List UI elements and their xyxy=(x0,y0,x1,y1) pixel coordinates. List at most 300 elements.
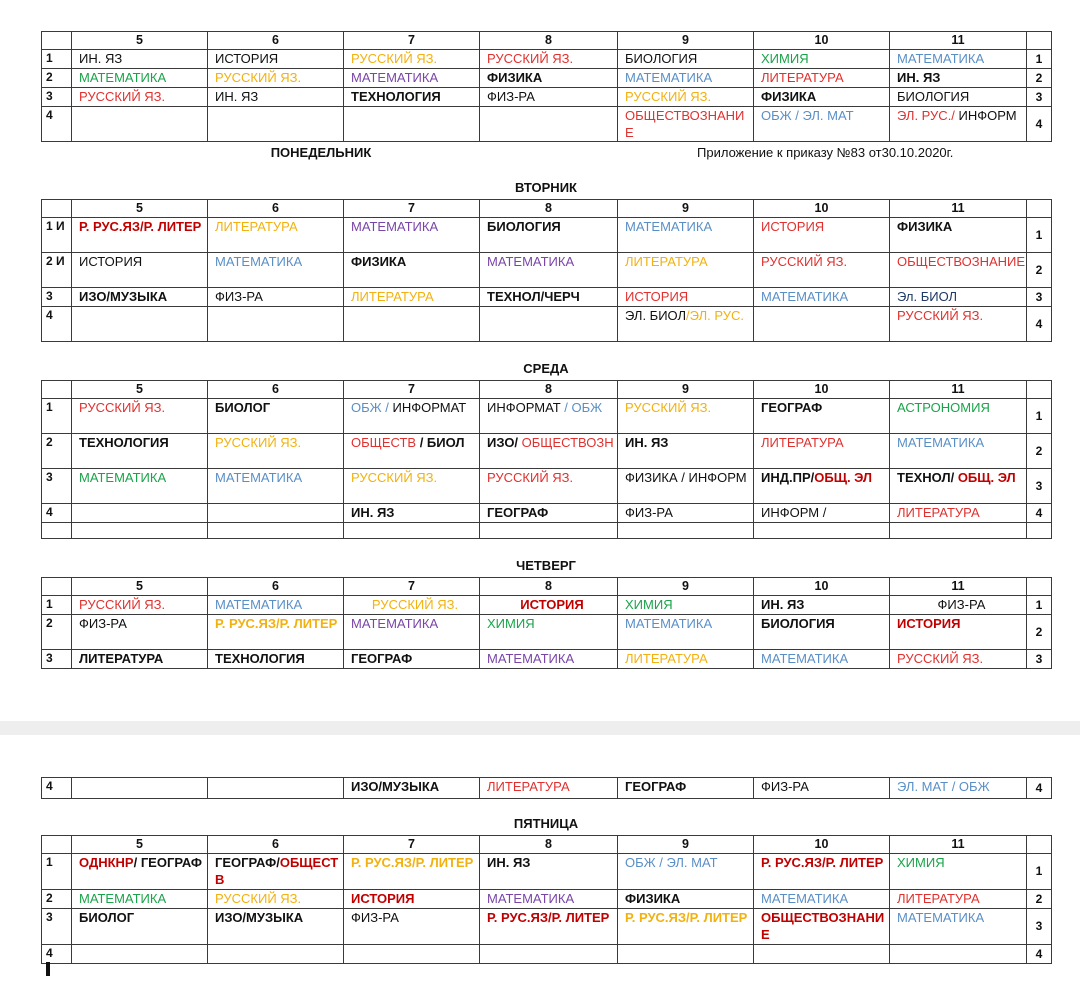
lesson-cell xyxy=(618,88,754,107)
subject-text: БИОЛОГ xyxy=(79,910,135,925)
class-header-row xyxy=(42,578,1052,596)
lesson-number: 2 xyxy=(42,890,72,909)
lesson-number: 3 xyxy=(42,288,72,307)
class-header: 11 xyxy=(890,381,1027,399)
subject-text: ИСТОРИЯ xyxy=(215,51,279,66)
class-header: 8 xyxy=(480,578,618,596)
subject-text: ФИЗИКА xyxy=(761,89,817,104)
subject-text: ИСТОРИЯ xyxy=(625,289,689,304)
lesson-number-right: 1 xyxy=(1027,854,1052,890)
class-header: 7 xyxy=(344,200,480,218)
subject-text: ОБЩ. ЭЛ xyxy=(814,470,873,485)
subject-text: ОБЩЕСТВ xyxy=(215,855,339,887)
class-header: 11 xyxy=(890,200,1027,218)
lesson-number-right: 3 xyxy=(1027,650,1052,669)
class-header: 8 xyxy=(480,32,618,50)
lesson-number-right: 4 xyxy=(1027,504,1052,523)
subject-text: / БИОЛ xyxy=(419,435,465,450)
subject-text: РУССКИЙ ЯЗ. xyxy=(625,89,712,104)
subject-text: ФИЗ-РА xyxy=(351,910,399,925)
day-title-monday: ПОНЕДЕЛЬНИК xyxy=(270,145,372,160)
lesson-number-right: 2 xyxy=(1027,253,1052,288)
lesson-row xyxy=(42,596,1052,615)
lesson-row xyxy=(42,615,1052,650)
class-header: 10 xyxy=(754,32,890,50)
class-header: 10 xyxy=(754,578,890,596)
subject-text: ИНД.ПР/ xyxy=(761,470,815,485)
subject-text: ЛИТЕРАТУРА xyxy=(487,779,570,794)
lesson-cell xyxy=(72,504,208,523)
lesson-cell xyxy=(618,69,754,88)
lesson-number: 4 xyxy=(42,307,72,342)
lesson-cell xyxy=(480,909,618,945)
lesson-cell xyxy=(480,107,618,142)
header-blank xyxy=(1027,381,1052,399)
subject-text: ИСТОРИЯ xyxy=(897,616,961,631)
lesson-number: 3 xyxy=(42,88,72,107)
lesson-number-right: 2 xyxy=(1027,434,1052,469)
lesson-cell xyxy=(72,288,208,307)
subject-text: МАТЕМАТИКА xyxy=(487,651,575,666)
lesson-cell xyxy=(480,253,618,288)
subject-text: ФИЗ-РА xyxy=(937,597,986,612)
lesson-cell xyxy=(480,650,618,669)
lesson-cell xyxy=(754,909,890,945)
subject-text: БИОЛОГИЯ xyxy=(487,219,561,234)
class-header: 9 xyxy=(618,578,754,596)
subject-text: МАТЕМАТИКА xyxy=(79,470,167,485)
subject-text: Эл. БИОЛ xyxy=(897,289,958,304)
lesson-cell xyxy=(890,434,1027,469)
lesson-cell xyxy=(890,107,1027,142)
subject-text: ЛИТЕРАТУРА xyxy=(897,505,980,520)
lesson-cell xyxy=(208,778,344,799)
subject-text: / ГЕОГРАФ xyxy=(133,855,203,870)
lesson-row xyxy=(42,88,1052,107)
lesson-row xyxy=(42,399,1052,434)
lesson-cell xyxy=(890,854,1027,890)
lesson-cell xyxy=(208,650,344,669)
lesson-cell xyxy=(208,945,344,964)
header-blank xyxy=(42,578,72,596)
class-header: 6 xyxy=(208,578,344,596)
monday-table xyxy=(41,31,1051,142)
subject-text: ИЗО/МУЗЫКА xyxy=(215,910,304,925)
subject-text: ИЗО/МУЗЫКА xyxy=(79,289,168,304)
lesson-cell xyxy=(890,253,1027,288)
subject-text: ТЕХНОЛОГИЯ xyxy=(351,89,441,104)
lesson-number-right: 3 xyxy=(1027,909,1052,945)
lesson-cell xyxy=(344,469,480,504)
lesson-cell xyxy=(618,307,754,342)
header-blank xyxy=(42,200,72,218)
subject-text: ИСТОРИЯ xyxy=(351,891,415,906)
subject-text: МАТЕМАТИКА xyxy=(487,891,575,906)
subject-text: ИНФОРМАТ xyxy=(487,400,565,415)
lesson-cell xyxy=(344,434,480,469)
class-header: 7 xyxy=(344,381,480,399)
class-header: 5 xyxy=(72,32,208,50)
day-title-thursday: ЧЕТВЕРГ xyxy=(516,558,576,573)
class-header: 9 xyxy=(618,836,754,854)
lesson-number-right: 4 xyxy=(1027,945,1052,964)
lesson-number: 2 И xyxy=(42,253,72,288)
lesson-row xyxy=(42,307,1052,342)
lesson-number: 1 xyxy=(42,854,72,890)
day-title-tuesday: ВТОРНИК xyxy=(515,180,577,195)
lesson-cell xyxy=(72,890,208,909)
lesson-cell xyxy=(618,434,754,469)
lesson-cell xyxy=(72,434,208,469)
class-header: 5 xyxy=(72,381,208,399)
lesson-number: 3 xyxy=(42,909,72,945)
lesson-cell xyxy=(754,253,890,288)
class-header: 6 xyxy=(208,381,344,399)
subject-text: БИОЛОГИЯ xyxy=(761,616,835,631)
subject-text: ИНФОРМ / xyxy=(761,505,827,520)
lesson-cell xyxy=(208,107,344,142)
subject-text: МАТЕМАТИКА xyxy=(897,435,985,450)
lesson-cell xyxy=(72,88,208,107)
subject-text: ОБЩЕСТВОЗН xyxy=(521,435,614,450)
subject-text: ЭЛ. РУС./ xyxy=(897,108,955,123)
lesson-cell xyxy=(72,253,208,288)
order-note: Приложение к приказу №83 от30.10.2020г. xyxy=(697,145,954,160)
subject-text: ФИЗИКА xyxy=(487,70,543,85)
lesson-cell xyxy=(618,890,754,909)
subject-text: ИН. ЯЗ xyxy=(897,70,941,85)
lesson-cell xyxy=(208,469,344,504)
lesson-cell xyxy=(208,69,344,88)
lesson-cell xyxy=(208,50,344,69)
lesson-cell xyxy=(344,909,480,945)
subject-text: БИОЛОГ xyxy=(215,400,271,415)
subject-text: РУССКИЙ ЯЗ. xyxy=(215,891,302,906)
lesson-row xyxy=(42,650,1052,669)
subject-text: ОБЖ / ЭЛ. МАТ xyxy=(761,108,854,123)
lesson-cell xyxy=(618,288,754,307)
subject-text: РУССКИЙ ЯЗ. xyxy=(897,308,984,323)
lesson-cell xyxy=(618,650,754,669)
subject-text: Р. РУС.ЯЗ/Р. ЛИТЕР xyxy=(351,855,474,870)
subject-text: ОБЩ. ЭЛ xyxy=(957,470,1016,485)
class-header-row xyxy=(42,381,1052,399)
lesson-cell xyxy=(344,890,480,909)
lesson-cell xyxy=(890,69,1027,88)
lesson-cell xyxy=(890,778,1027,799)
subject-text: ТЕХНОЛ/ xyxy=(897,470,958,485)
lesson-number: 1 xyxy=(42,596,72,615)
lesson-cell xyxy=(208,909,344,945)
lesson-cell xyxy=(480,88,618,107)
lesson-number: 2 xyxy=(42,69,72,88)
lesson-number-right: 2 xyxy=(1027,890,1052,909)
subject-text: ТЕХНОЛОГИЯ xyxy=(215,651,305,666)
lesson-cell xyxy=(344,218,480,253)
lesson-cell xyxy=(754,434,890,469)
lesson-row xyxy=(42,253,1052,288)
lesson-cell xyxy=(890,523,1027,539)
header-blank xyxy=(42,381,72,399)
subject-text: ГЕОГРАФ xyxy=(487,505,549,520)
subject-text: ФИЗ-РА xyxy=(79,616,127,631)
lesson-cell xyxy=(208,596,344,615)
subject-text: ИНФОРМ xyxy=(954,108,1017,123)
subject-text: ЛИТЕРАТУРА xyxy=(897,891,980,906)
lesson-number: 1 И xyxy=(42,218,72,253)
subject-text: Р. РУС.ЯЗ/Р. ЛИТЕР xyxy=(625,910,748,925)
subject-text: РУССКИЙ ЯЗ. xyxy=(79,400,166,415)
lesson-number-right: 1 xyxy=(1027,50,1052,69)
lesson-cell xyxy=(890,945,1027,964)
lesson-cell xyxy=(344,50,480,69)
lesson-number-right: 1 xyxy=(1027,218,1052,253)
subject-text: ОБЖ / ЭЛ. МАТ xyxy=(625,855,718,870)
header-blank xyxy=(1027,836,1052,854)
class-header: 11 xyxy=(890,578,1027,596)
lesson-number-right: 4 xyxy=(1027,107,1052,142)
subject-text: МАТЕМАТИКА xyxy=(625,70,713,85)
subject-text: ЛИТЕРАТУРА xyxy=(215,219,298,234)
lesson-cell xyxy=(890,504,1027,523)
subject-text: МАТЕМАТИКА xyxy=(79,891,167,906)
lesson-cell xyxy=(344,399,480,434)
lesson-cell xyxy=(72,69,208,88)
lesson-cell xyxy=(72,596,208,615)
subject-text: ГЕОГРАФ xyxy=(625,779,687,794)
lesson-cell xyxy=(480,469,618,504)
class-header: 6 xyxy=(208,32,344,50)
lesson-row xyxy=(42,504,1052,523)
subject-text: ХИМИЯ xyxy=(761,51,809,66)
class-header: 10 xyxy=(754,836,890,854)
lesson-cell xyxy=(72,778,208,799)
lesson-cell xyxy=(618,945,754,964)
subject-text: ТЕХНОЛ/ЧЕРЧ xyxy=(487,289,580,304)
subject-text: ИН. ЯЗ xyxy=(351,505,395,520)
schedule-table xyxy=(41,31,1052,142)
subject-text: МАТЕМАТИКА xyxy=(625,219,713,234)
lesson-cell xyxy=(618,218,754,253)
class-header-row xyxy=(42,200,1052,218)
wednesday-table xyxy=(41,380,1051,539)
subject-text: ХИМИЯ xyxy=(897,855,945,870)
class-header: 9 xyxy=(618,381,754,399)
lesson-row xyxy=(42,523,1052,539)
lesson-row xyxy=(42,854,1052,890)
class-header: 8 xyxy=(480,836,618,854)
subject-text: ОДНКНР xyxy=(79,855,134,870)
subject-text: РУССКИЙ ЯЗ. xyxy=(625,400,712,415)
lesson-cell xyxy=(754,88,890,107)
class-header: 10 xyxy=(754,381,890,399)
lesson-cell xyxy=(344,288,480,307)
lesson-cell xyxy=(618,523,754,539)
subject-text: РУССКИЙ ЯЗ. xyxy=(487,51,574,66)
lesson-row xyxy=(42,50,1052,69)
lesson-cell xyxy=(344,615,480,650)
lesson-row xyxy=(42,890,1052,909)
lesson-cell xyxy=(754,596,890,615)
lesson-cell xyxy=(618,469,754,504)
lesson-cell xyxy=(754,778,890,799)
lesson-row xyxy=(42,107,1052,142)
schedule-table xyxy=(41,199,1052,342)
subject-text: ГЕОГРАФ xyxy=(351,651,413,666)
page-break xyxy=(0,721,1080,735)
lesson-cell xyxy=(890,50,1027,69)
subject-text: МАТЕМАТИКА xyxy=(215,470,303,485)
lesson-cell xyxy=(754,504,890,523)
lesson-cell xyxy=(890,469,1027,504)
lesson-number-right: 2 xyxy=(1027,615,1052,650)
lesson-number: 1 xyxy=(42,399,72,434)
subject-text: РУССКИЙ ЯЗ. xyxy=(351,470,438,485)
lesson-cell xyxy=(890,909,1027,945)
day-title-wednesday: СРЕДА xyxy=(523,361,569,376)
lesson-number: 2 xyxy=(42,615,72,650)
thursday-continuation-table xyxy=(41,777,1051,799)
lesson-cell xyxy=(480,50,618,69)
lesson-row xyxy=(42,469,1052,504)
subject-text: ЛИТЕРАТУРА xyxy=(79,651,164,666)
lesson-cell xyxy=(618,909,754,945)
subject-text: РУССКИЙ ЯЗ. xyxy=(215,70,302,85)
lesson-cell xyxy=(208,88,344,107)
subject-text: ИНФОРМАТ xyxy=(392,400,467,415)
lesson-cell xyxy=(754,50,890,69)
lesson-cell xyxy=(890,890,1027,909)
subject-text: ХИМИЯ xyxy=(487,616,535,631)
lesson-row xyxy=(42,909,1052,945)
subject-text: ФИЗИКА xyxy=(351,254,407,269)
lesson-cell xyxy=(618,399,754,434)
lesson-cell xyxy=(208,854,344,890)
subject-text: ИСТОРИЯ xyxy=(520,597,584,612)
subject-text: РУССКИЙ ЯЗ. xyxy=(79,89,166,104)
subject-text: ХИМИЯ xyxy=(625,597,673,612)
schedule-table xyxy=(41,835,1052,964)
subject-text: ТЕХНОЛОГИЯ xyxy=(79,435,169,450)
lesson-number-right: 3 xyxy=(1027,469,1052,504)
subject-text: ИН. ЯЗ xyxy=(79,51,123,66)
class-header: 6 xyxy=(208,836,344,854)
lesson-cell xyxy=(72,50,208,69)
subject-text: МАТЕМАТИКА xyxy=(761,289,849,304)
lesson-number xyxy=(42,523,72,539)
lesson-cell xyxy=(480,523,618,539)
lesson-cell xyxy=(618,778,754,799)
lesson-cell xyxy=(890,650,1027,669)
lesson-cell xyxy=(72,399,208,434)
subject-text: МАТЕМАТИКА xyxy=(897,51,985,66)
class-header: 7 xyxy=(344,836,480,854)
class-header: 5 xyxy=(72,200,208,218)
subject-text: РУССКИЙ ЯЗ. xyxy=(79,597,166,612)
lesson-cell xyxy=(754,945,890,964)
lesson-cell xyxy=(208,890,344,909)
lesson-number: 1 xyxy=(42,50,72,69)
lesson-cell xyxy=(344,253,480,288)
lesson-cell xyxy=(480,615,618,650)
lesson-number: 3 xyxy=(42,469,72,504)
lesson-cell xyxy=(480,890,618,909)
lesson-cell xyxy=(480,596,618,615)
subject-text: ОБЩЕСТВОЗНАНИЕ xyxy=(625,108,745,140)
lesson-cell xyxy=(72,615,208,650)
lesson-row xyxy=(42,778,1052,799)
lesson-cell xyxy=(890,596,1027,615)
lesson-cell xyxy=(890,218,1027,253)
lesson-cell xyxy=(754,218,890,253)
lesson-cell xyxy=(344,523,480,539)
subject-text: ИСТОРИЯ xyxy=(79,254,143,269)
class-header: 5 xyxy=(72,578,208,596)
lesson-cell xyxy=(72,650,208,669)
subject-text: ГЕОГРАФ xyxy=(761,400,823,415)
lesson-cell xyxy=(344,650,480,669)
lesson-number: 4 xyxy=(42,778,72,799)
lesson-cell xyxy=(208,504,344,523)
subject-text: ЛИТЕРАТУРА xyxy=(351,289,434,304)
lesson-cell xyxy=(72,469,208,504)
header-blank xyxy=(42,32,72,50)
class-header: 9 xyxy=(618,200,754,218)
lesson-row xyxy=(42,288,1052,307)
subject-text: ИН. ЯЗ xyxy=(487,855,531,870)
subject-text: / ОБЖ xyxy=(564,400,603,415)
subject-text: ЭЛ. МАТ / ОБЖ xyxy=(897,779,990,794)
subject-text: АСТРОНОМИЯ xyxy=(897,400,990,415)
lesson-cell xyxy=(890,307,1027,342)
lesson-cell xyxy=(208,399,344,434)
lesson-cell xyxy=(618,854,754,890)
lesson-cell xyxy=(72,909,208,945)
lesson-cell xyxy=(754,288,890,307)
lesson-cell xyxy=(72,945,208,964)
lesson-cell xyxy=(618,50,754,69)
subject-text: ИЗО/ xyxy=(487,435,522,450)
subject-text: ЛИТЕРАТУРА xyxy=(761,435,844,450)
subject-text: ФИЗИКА / ИНФОРМ xyxy=(625,470,747,485)
thursday-table xyxy=(41,577,1051,669)
lesson-cell xyxy=(480,288,618,307)
lesson-cell xyxy=(618,107,754,142)
lesson-cell xyxy=(344,88,480,107)
lesson-cell xyxy=(754,523,890,539)
lesson-cell xyxy=(890,399,1027,434)
schedule-table xyxy=(41,777,1052,799)
lesson-cell xyxy=(208,307,344,342)
subject-text: ФИЗ-РА xyxy=(215,289,263,304)
lesson-cell xyxy=(208,434,344,469)
lesson-cell xyxy=(480,399,618,434)
lesson-cell xyxy=(754,69,890,88)
subject-text: БИОЛОГИЯ xyxy=(625,51,698,66)
lesson-cell xyxy=(344,107,480,142)
lesson-cell xyxy=(208,253,344,288)
lesson-cell xyxy=(72,523,208,539)
subject-text: РУССКИЙ ЯЗ. xyxy=(487,470,574,485)
subject-text: Р. РУС.ЯЗ/Р. ЛИТЕР xyxy=(79,219,202,234)
lesson-cell xyxy=(208,615,344,650)
day-title-friday: ПЯТНИЦА xyxy=(513,816,579,831)
class-header: 11 xyxy=(890,836,1027,854)
lesson-cell xyxy=(890,288,1027,307)
schedule-table xyxy=(41,577,1052,669)
lesson-row xyxy=(42,218,1052,253)
subject-text: МАТЕМАТИКА xyxy=(625,616,713,631)
